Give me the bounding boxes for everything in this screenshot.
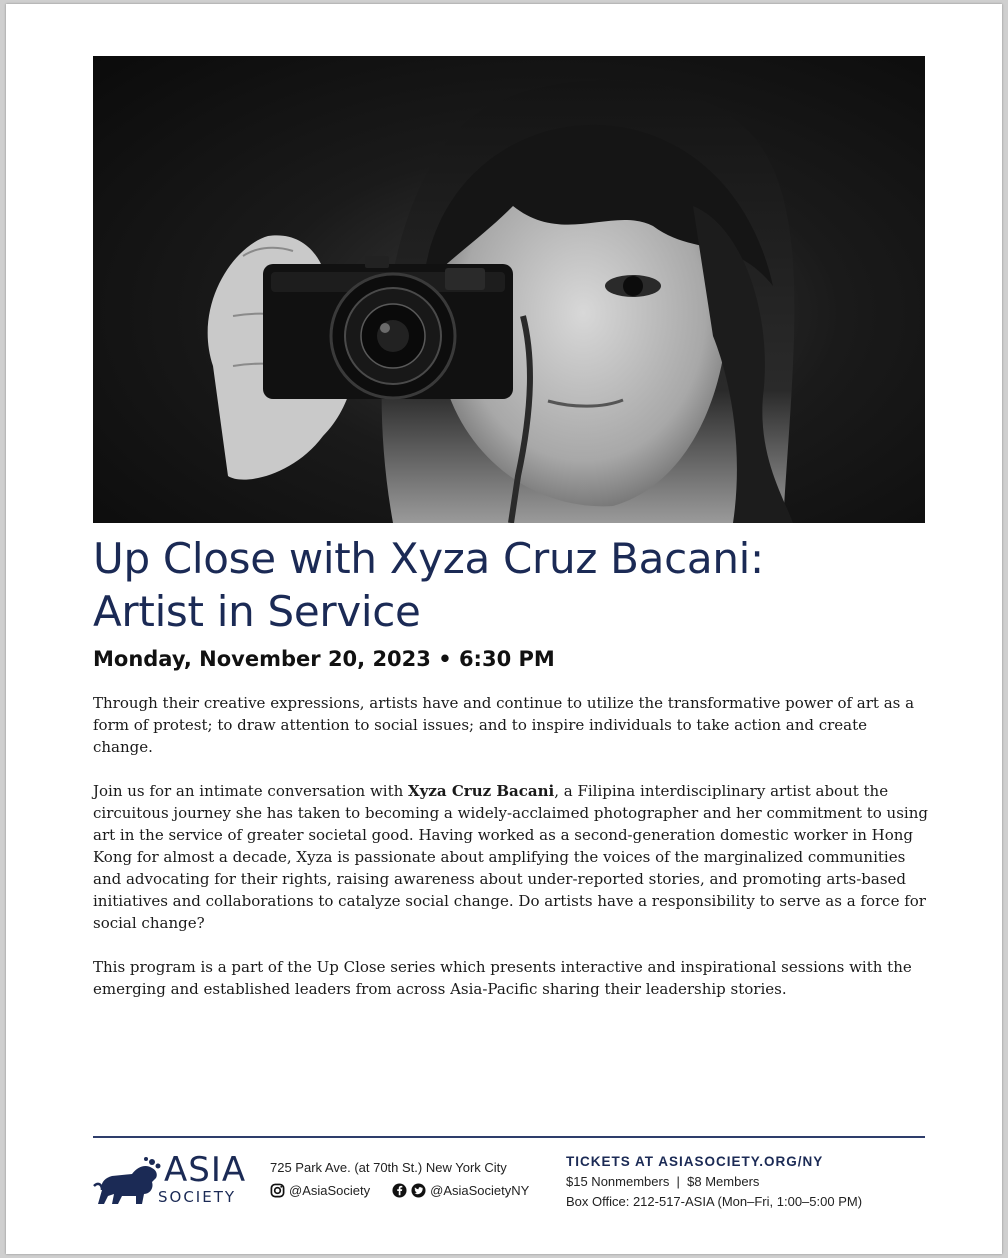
facebook-icon[interactable] [392, 1183, 407, 1198]
event-title [93, 532, 933, 638]
social-handle[interactable]: @AsiaSocietyNY [430, 1183, 530, 1198]
lion-logo-icon [92, 1156, 164, 1208]
footer-divider [93, 1136, 925, 1138]
paragraph-2-intro: Join us for an intimate conversation with [93, 782, 409, 800]
description-paragraph-3: This program is a part of the Up Close series which presents interactive and inspirational sessions with the emerging and established leaders from across Asia-Pacific sharing their leadership stories. [93, 958, 912, 998]
paragraph-2-rest: , a Filipina interdisciplinary artist about the circuitous journey she has taken to becoming a widely-acclaimed photographer and her commitment to using art in the service of greater societal good. Having worked as a second-generation domestic worker in Hong Kong for almost a decade, Xyza is passionate about amplifying the voices of the marginalized communities and advocating for their rights, raising awareness about under-reported stories, and promoting arts-based initiatives and collaborations to catalyze social change. Do artists have a responsibility to serve as a force for social change? [93, 782, 928, 932]
venue-info [270, 1156, 529, 1202]
event-title-line1: Up Close with Xyza Cruz Bacani: [93, 534, 764, 583]
address-row [270, 1156, 529, 1179]
event-date: Monday, November 20, 2023 • 6:30 PM [93, 647, 555, 671]
box-office: Box Office: 212-517-ASIA (Mon–Fri, 1:00–5:00 PM) [566, 1194, 863, 1209]
venue-address: 725 Park Ave. (at 70th St.) New York City [270, 1160, 507, 1175]
ticket-prices: $15 Nonmembers | $8 Members [566, 1174, 760, 1189]
tickets-url[interactable]: TICKETS AT ASIASOCIETY.ORG/NY [566, 1154, 824, 1169]
event-description [93, 692, 929, 1022]
instagram-handle[interactable]: @AsiaSociety [289, 1183, 371, 1198]
hero-photo [93, 56, 925, 523]
social-row [270, 1179, 529, 1202]
logo-text-asia: ASIA [164, 1150, 247, 1190]
ticket-info [566, 1152, 862, 1212]
photographer-portrait-image [93, 56, 925, 523]
description-paragraph-1: Through their creative expressions, artists have and continue to utilize the transformative power of art as a form of protest; to draw attention to social issues; and to inspire individuals to take action and create change. [93, 694, 915, 756]
description-paragraph-2 [93, 780, 929, 934]
instagram-icon [270, 1183, 285, 1198]
event-title-line2: Artist in Service [93, 587, 421, 636]
logo-text-society: SOCIETY [158, 1188, 237, 1206]
asia-society-logo [92, 1150, 262, 1208]
artist-name: Xyza Cruz Bacani [408, 782, 555, 800]
twitter-icon[interactable] [411, 1183, 426, 1198]
flyer-page [6, 4, 1002, 1254]
